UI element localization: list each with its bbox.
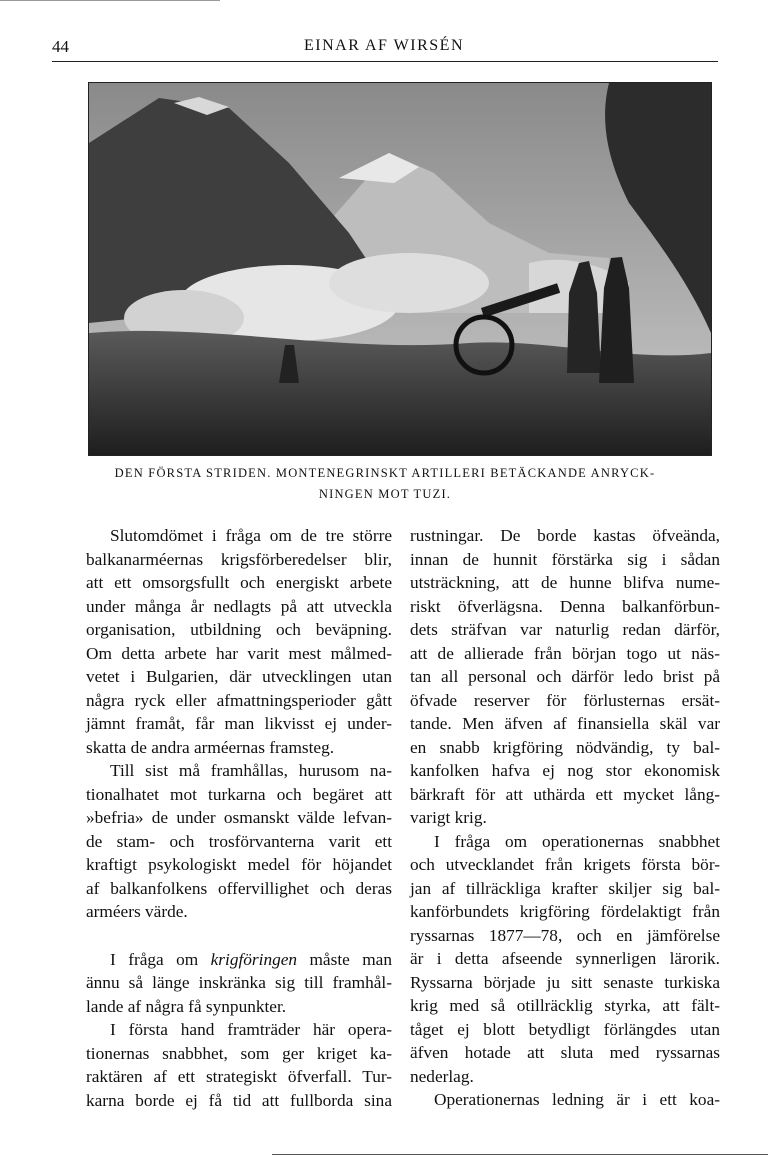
text-line: innan de hunnit förstärka sig i sådan: [410, 549, 720, 569]
text-line: ryssarnas 1877—78, och en jämförelse: [410, 925, 720, 945]
text-line: rustningar. De borde kastas öfveända,: [410, 526, 720, 545]
illustration-drawing: [89, 83, 711, 455]
text-line: af balkanfolkens offervillighet och deras: [86, 878, 392, 898]
text-line: arméers värde.: [86, 902, 188, 921]
text-line: kanfolken hafva ej nog stor ekonomisk: [410, 761, 720, 780]
text-line: en snabb krigföring nödvändig, ty bal-: [410, 737, 720, 757]
text-line: Till sist må framhållas, hurusom na-: [110, 761, 392, 780]
text-line: några ryck eller afmattningsperioder gått: [86, 690, 392, 710]
text-line: balkanarméernas krigsförberedelser blir,: [86, 549, 392, 569]
text-run: måste man: [309, 949, 392, 969]
text-line: Om detta arbete har varit mest målmed-: [86, 643, 392, 663]
text-line: vetet i Bulgarien, där utvecklingen utan: [86, 667, 392, 686]
text-line: de stam- och trosförvanterna varit ett: [86, 831, 392, 851]
bottom-edge-rule: [272, 1154, 768, 1155]
text-line: är i detta afseende synnerligen lärorik.: [410, 949, 720, 968]
text-line: skatta de andra arméernas framsteg.: [86, 737, 335, 757]
text-line: kanförbundets krigföring fördelaktigt från: [410, 902, 720, 921]
running-head: EINAR AF WIRSÉN: [304, 37, 464, 54]
text-line: öfvade reserver för förlusternas ersät-: [410, 690, 720, 710]
text-line: krig med så otillräcklig styrka, att fält-: [410, 996, 720, 1015]
left-column: [86, 524, 392, 1112]
caption-line: DEN FÖRSTA STRIDEN. MONTENEGRINSKT ARTILLERI BETÄCKANDE ANRYCK-: [114, 466, 656, 480]
caption-line: NINGEN MOT TUZI.: [318, 487, 452, 501]
text-line: Slutomdömet i fråga om de tre större: [110, 526, 392, 545]
text-line: kraftigt psykologiskt medel för höjandet: [86, 855, 392, 874]
battle-illustration: [88, 82, 712, 456]
header-rule: [52, 61, 718, 62]
text-line: tionalhatet mot turkarna och begäret att: [86, 784, 392, 804]
paragraph-gap: [86, 924, 392, 948]
text-line: att ett omsorgsfullt och energiskt arbete: [86, 573, 392, 592]
text-line: varigt krig.: [410, 808, 487, 827]
text-line: utsträckning, att de hunne blifva nume-: [410, 573, 720, 592]
text-line: tionernas snabbhet, som ger kriget ka-: [86, 1043, 392, 1063]
text-line: raktären af ett strategiskt öfverfall. Tur-: [86, 1067, 392, 1086]
text-line: tande. Men äfven af finansiella skäl var: [410, 714, 720, 733]
text-line: under många år nedlagts på att utveckla: [86, 596, 392, 616]
smoke-cloud: [329, 253, 489, 313]
text-run: I fråga om: [110, 949, 199, 969]
text-line: organisation, utbildning och beväpning.: [86, 620, 392, 639]
text-line: dets sträfvan var naturlig redan därför,: [410, 620, 720, 639]
text-line: tan all personal och därför ledo brist på: [410, 667, 720, 686]
text-line: I fråga om operationernas snabbhet: [434, 831, 720, 851]
text-line: Ryssarna började ju sitt senaste turkiska: [410, 972, 720, 992]
text-line: jan af tillräckliga krafter skiljer sig bal-: [410, 878, 720, 898]
text-line: I första hand framträder här opera-: [110, 1020, 392, 1039]
page-number: 44: [52, 37, 69, 56]
text-line: bärkraft för att uthärda ett mycket lång-: [410, 784, 720, 804]
italic-term: krigföringen: [210, 949, 298, 969]
text-line: riskt öfverlägsna. Denna balkanförbun-: [410, 596, 720, 616]
right-column: [410, 524, 720, 1112]
text-line: karna borde ej få tid att fullborda sina: [86, 1090, 392, 1110]
figure-caption: [60, 463, 710, 505]
text-line: att de allierade från början togo ut näs-: [410, 643, 720, 663]
text-line: nederlag.: [410, 1066, 474, 1086]
text-line: äfven hotade att sluta med ryssarnas: [410, 1043, 720, 1062]
text-line: jämnt framåt, får man likvisst ej under-: [86, 714, 392, 733]
text-line: ännu så länge inskränka sig till framhål-: [86, 973, 392, 992]
text-line: lande af några få synpunkter.: [86, 996, 287, 1016]
text-line: [86, 948, 392, 972]
text-line: Operationernas ledning är i ett koa-: [434, 1090, 720, 1109]
text-line: tåget ej blott betydligt förlängdes utan: [410, 1019, 720, 1039]
text-line: och utvecklandet från krigets första bör-: [410, 855, 720, 874]
text-line: »befria» de under osmanskt välde lefvan-: [86, 808, 392, 827]
top-edge-rule: [0, 0, 220, 1]
